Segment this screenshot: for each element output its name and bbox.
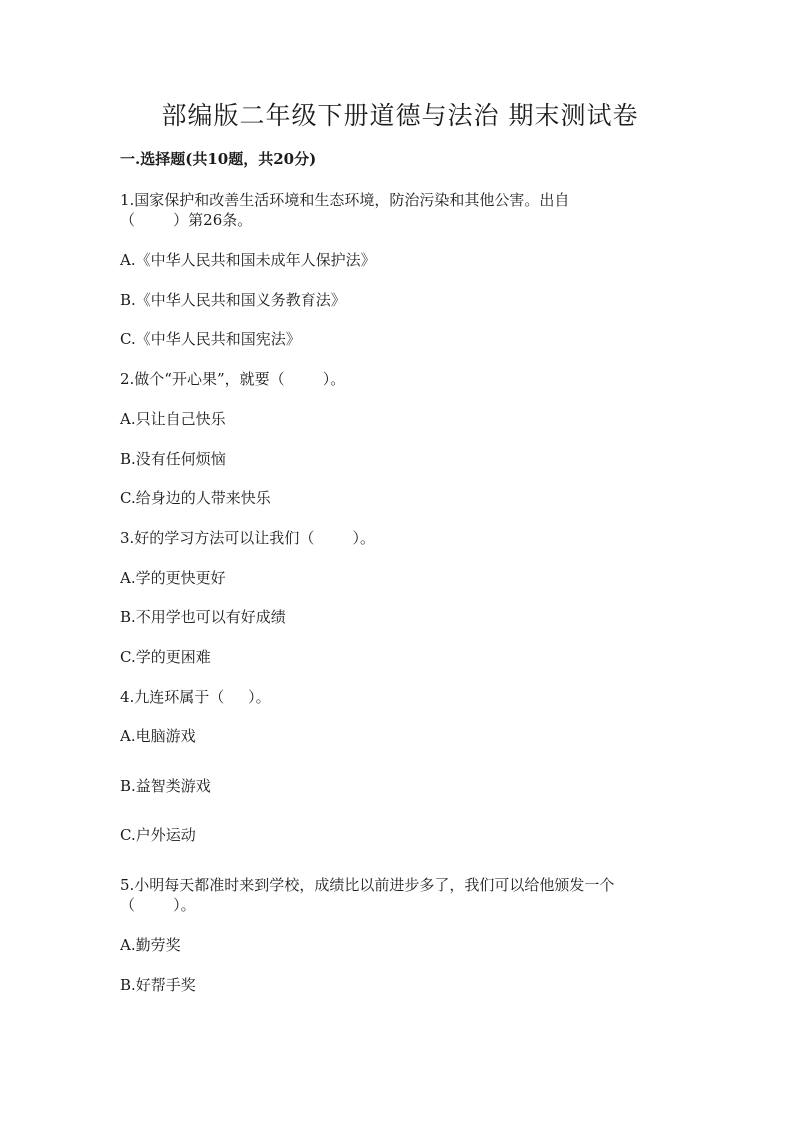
question-1-option-a: A.《中华人民共和国未成年人保护法》 — [120, 251, 376, 269]
question-5-stem-line-2: （ ）。 — [120, 896, 196, 914]
section-heading: 一.选择题(共10题，共20分) — [120, 150, 317, 168]
question-3-option-a: A.学的更快更好 — [120, 569, 226, 587]
question-3-option-b: B.不用学也可以有好成绩 — [120, 608, 286, 626]
question-3-option-c: C.学的更困难 — [120, 648, 211, 666]
question-4-stem: 4.九连环属于（ ）。 — [120, 688, 271, 706]
question-2-option-c: C.给身边的人带来快乐 — [120, 489, 271, 507]
question-1-stem-line-1: 1.国家保护和改善生活环境和生态环境，防治污染和其他公害。出自 — [120, 191, 570, 209]
question-5-option-b: B.好帮手奖 — [120, 976, 196, 994]
page-title: 部编版二年级下册道德与法治 期末测试卷 — [161, 101, 639, 130]
question-4-option-a: A.电脑游戏 — [120, 727, 196, 745]
question-5-option-a: A.勤劳奖 — [120, 936, 181, 954]
question-4-option-c: C.户外运动 — [120, 826, 196, 844]
question-5-stem-line-1: 5.小明每天都准时来到学校，成绩比以前进步多了，我们可以给他颁发一个 — [120, 876, 615, 894]
question-2-stem: 2.做个“开心果”，就要（ ）。 — [120, 370, 346, 388]
question-2-option-a: A.只让自己快乐 — [120, 410, 226, 428]
question-1-option-b: B.《中华人民共和国义务教育法》 — [120, 291, 346, 309]
question-3-stem: 3.好的学习方法可以让我们（ ）。 — [120, 529, 375, 547]
question-1-option-c: C.《中华人民共和国宪法》 — [120, 330, 301, 348]
question-4-option-b: B.益智类游戏 — [120, 777, 211, 795]
question-2-option-b: B.没有任何烦恼 — [120, 450, 226, 468]
question-1-stem-line-2: （ ）第26条。 — [120, 211, 253, 229]
